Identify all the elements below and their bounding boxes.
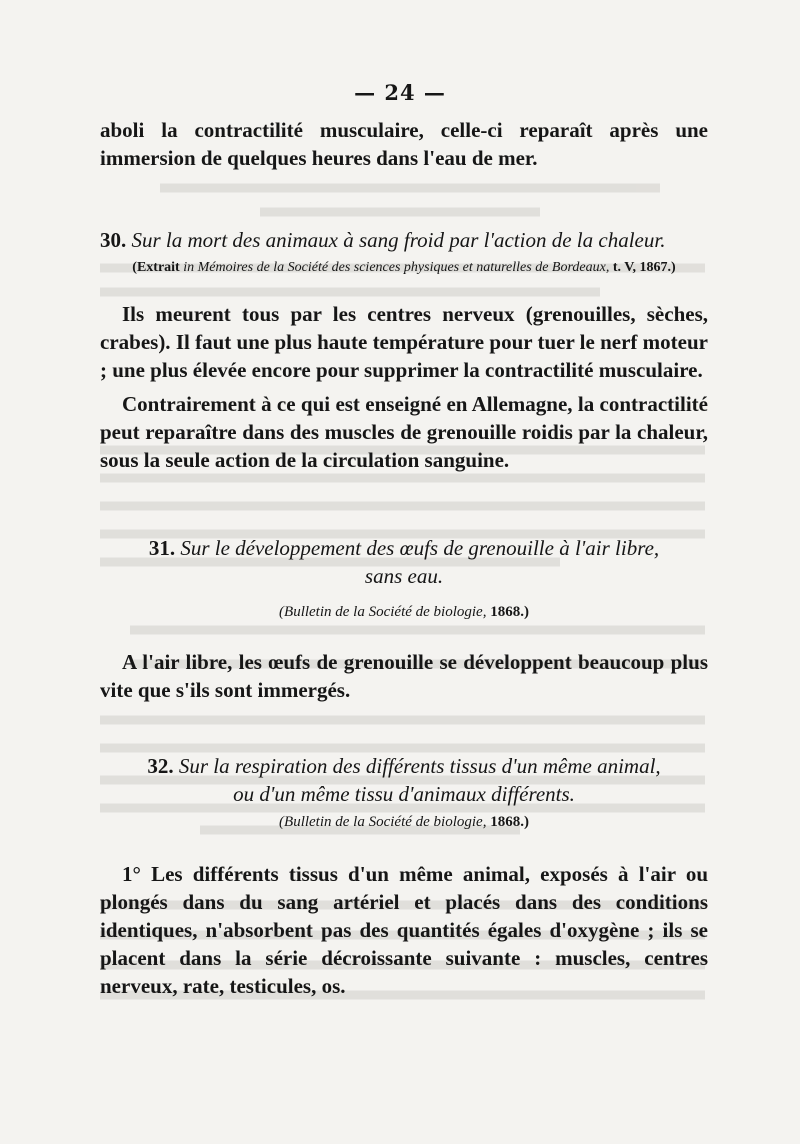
continuation-block: [100, 116, 708, 172]
section-31-heading-line-2: [100, 562, 708, 590]
section-32-paragraph-1: 1° Les différents tissus d'un même animal, exposés à l'air ou plongés dans du sang artériel et placés dans des conditions identiques, n'absorbent pas des quantités égales d'oxygène ; ils se placent dans la série décroissante suivante : muscles, centres nerveux, rate, testicules, os.: [100, 862, 708, 998]
section-32-title-line-1: Sur la respiration des différents tissus d'un même animal,: [178, 754, 661, 778]
section-30-paragraph-1: Ils meurent tous par les centres nerveux (grenouilles, sèches, crabes). Il faut une plus haute température pour tuer le nerf moteur ; une plus élevée encore pour supprimer la contractilité musculaire.: [100, 302, 708, 382]
section-31-source: [100, 602, 708, 622]
section-30-title: Sur la mort des animaux à sang froid par l'action de la chaleur.: [131, 228, 666, 252]
section-32-number: 32.: [147, 754, 174, 778]
section-32-title-line-2: ou d'un même tissu d'animaux différents.: [233, 782, 575, 806]
section-31-title-line-1: Sur le développement des œufs de grenouille à l'air libre,: [180, 536, 660, 560]
section-30-source-prefix: (Extrait: [132, 260, 180, 275]
section-31-source-suffix: 1868.): [490, 604, 529, 620]
section-31-number: 31.: [148, 536, 176, 560]
continuation-paragraph: aboli la contractilité musculaire, celle-ci reparaît après une immersion de quelques heures dans l'eau de mer.: [100, 118, 708, 170]
section-30-source-suffix: t. V, 1867.): [612, 260, 676, 275]
section-32-heading: [100, 752, 708, 780]
page-number: — 24 —: [354, 80, 446, 105]
section-32-heading-line-2: [100, 780, 708, 808]
section-30-source-in: in: [183, 260, 195, 275]
section-31: [100, 534, 708, 704]
section-30-number: 30.: [100, 228, 127, 252]
section-31-heading: [100, 534, 708, 562]
section-32-source-title: (Bulletin de la Société de biologie,: [279, 814, 487, 830]
section-31-title-line-2: sans eau.: [364, 564, 444, 588]
section-32: [100, 752, 708, 1000]
section-31-source-title: (Bulletin de la Société de biologie,: [279, 604, 487, 620]
section-30-heading: [100, 226, 708, 254]
section-32-source-suffix: 1868.): [490, 814, 529, 830]
section-30-source: [100, 258, 708, 278]
section-31-paragraph-1: A l'air libre, les œufs de grenouille se développent beaucoup plus vite que s'ils sont immergés.: [100, 650, 708, 702]
section-32-source: [100, 812, 708, 832]
section-30: [100, 226, 708, 474]
section-30-paragraph-2: Contrairement à ce qui est enseigné en Allemagne, la contractilité peut reparaître dans des muscles de grenouille roidis par la chaleur, sous la seule action de la circulation sanguine.: [100, 392, 708, 472]
section-30-source-title: Mémoires de la Société des sciences physiques et naturelles de Bordeaux,: [197, 260, 610, 275]
